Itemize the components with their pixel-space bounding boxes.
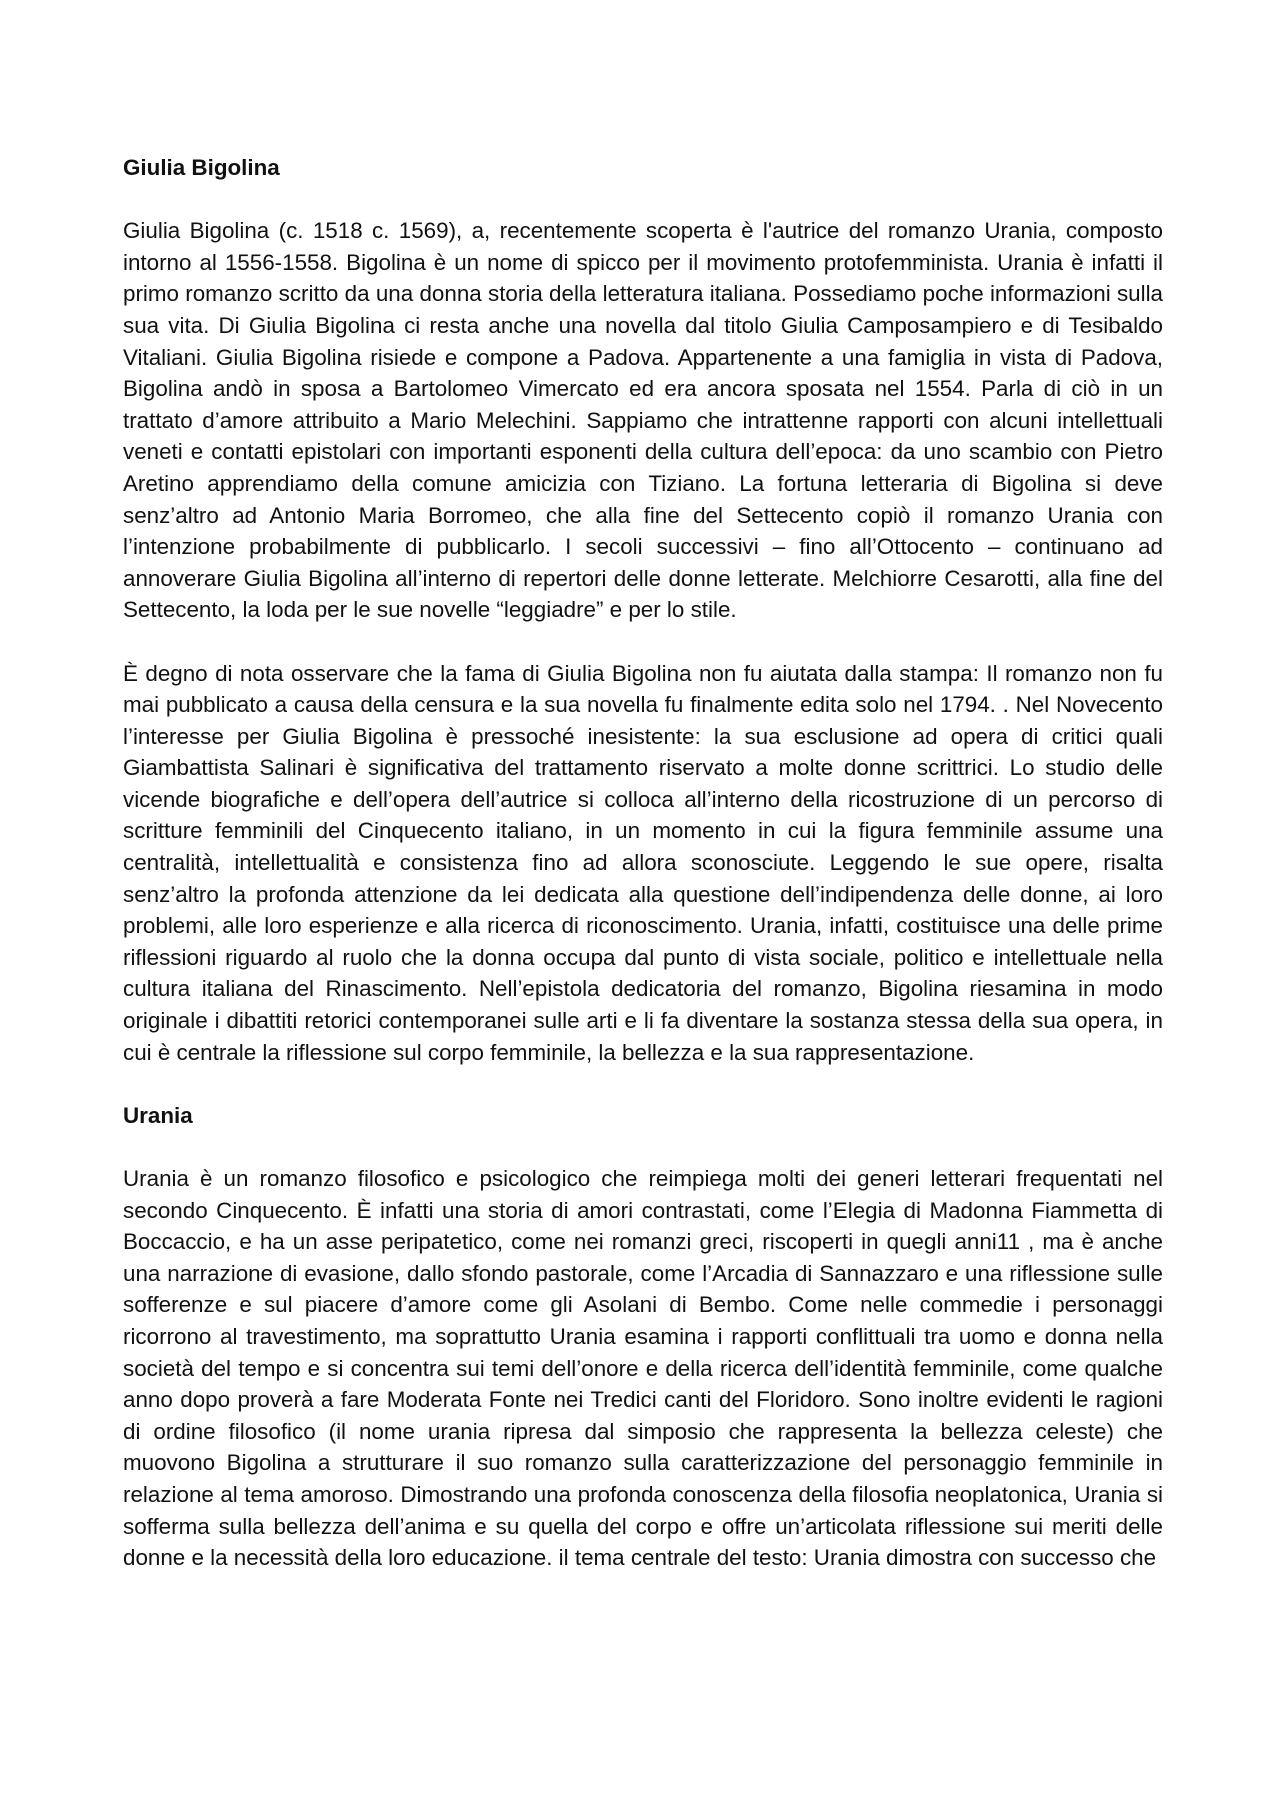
paragraph-reception: È degno di nota osservare che la fama di Giulia Bigolina non fu aiutata dalla stampa: Il romanzo non fu mai pubblicato a causa della censura e la sua novella fu finalmente edita solo nel 1794. . Nel Novecento l’interesse per Giulia Bigolina è pressoché inesistente: la sua esclusione ad opera di critici quali Giambattista Salinari è significativa del trattamento riservato a molte donne scrittrici. Lo studio delle vicende biografiche e dell’opera dell’autrice si colloca all’interno della ricostruzione di un percorso di scritture femminili del Cinquecento italiano, in un momento in cui la figura femminile assume una centralità, intellettualità e consistenza fino ad allora sconosciute. Leggendo le sue opere, risalta senz’altro la profonda attenzione da lei dedicata alla questione dell’indipendenza delle donne, ai loro problemi, alle loro esperienze e alla ricerca di riconoscimento. Urania, infatti, costituisce una delle prime riflessioni riguardo al ruolo che la donna occupa dal punto di vista sociale, politico e intellettuale nella cultura italiana del Rinascimento. Nell’epistola dedicatoria del romanzo, Bigolina riesamina in modo originale i dibattiti retorici contemporanei sulle arti e li fa diventare la sostanza stessa della sua opera, in cui è centrale la riflessione sul corpo femminile, la bellezza e la sua rappresentazione. (123, 660, 1163, 1065)
paragraph-biography: Giulia Bigolina (c. 1518 c. 1569), a, recentemente scoperta è l'autrice del romanzo Urania, composto intorno al 1556-1558. Bigolina è un nome di spicco per il movimento protofemminista. Urania è infatti il primo romanzo scritto da una donna storia della letteratura italiana. Possediamo poche informazioni sulla sua vita. Di Giulia Bigolina ci resta anche una novella dal titolo Giulia Camposampiero e di Tesibaldo Vitaliani. Giulia Bigolina risiede e compone a Padova. Appartenente a una famiglia in vista di Padova, Bigolina andò in sposa a Bartolomeo Vimercato ed era ancora sposata nel 1554. Parla di ciò in un trattato d’amore attribuito a Mario Melechini. Sappiamo che intrattenne rapporti con alcuni intellettuali veneti e contatti epistolari con importanti esponenti della cultura dell’epoca: da uno scambio con Pietro Aretino apprendiamo della comune amicizia con Tiziano. La fortuna letteraria di Bigolina si deve senz’altro ad Antonio Maria Borromeo, che alla fine del Settecento copiò il romanzo Urania con l’intenzione probabilmente di pubblicarlo. I secoli successivi – fino all’Ottocento – continuano ad annoverare Giulia Bigolina all’interno di repertori delle donne letterate. Melchiorre Cesarotti, alla fine del Settecento, la loda per le sue novelle “leggiadre” e per lo stile. (123, 218, 1163, 623)
section-heading-urania: Urania (123, 1102, 193, 1128)
section-heading-giulia-bigolina: Giulia Bigolina (123, 155, 280, 180)
document-page (123, 152, 1163, 1574)
paragraph-urania: Urania è un romanzo filosofico e psicologico che reimpiega molti dei generi letterari frequentati nel secondo Cinquecento. È infatti una storia di amori contrastati, come l’Elegia di Madonna Fiammetta di Boccaccio, e ha un asse peripatetico, come nei romanzi greci, riscoperti in quegli anni11 , ma è anche una narrazione di evasione, dallo sfondo pastorale, come l’Arcadia di Sannazzaro e una riflessione sulle sofferenze e sul piacere d’amore come gli Asolani di Bembo. Come nelle commedie i personaggi ricorrono al travestimento, ma soprattutto Urania esamina i rapporti conflittuali tra uomo e donna nella società del tempo e si concentra sui temi dell’onore e della ricerca dell’identità femminile, come qualche anno dopo proverà a fare Moderata Fonte nei Tredici canti del Floridoro. Sono inoltre evidenti le ragioni di ordine filosofico (il nome urania ripresa dal simposio che rappresenta la bellezza celeste) che muovono Bigolina a strutturare il suo romanzo sulla caratterizzazione del personaggio femminile in relazione al tema amoroso. Dimostrando una profonda conoscenza della filosofia neoplatonica, Urania si sofferma sulla bellezza dell’anima e su quella del corpo e offre un’articolata riflessione sui meriti delle donne e la necessità della loro educazione. il tema centrale del testo: Urania dimostra con successo che (123, 1166, 1163, 1571)
